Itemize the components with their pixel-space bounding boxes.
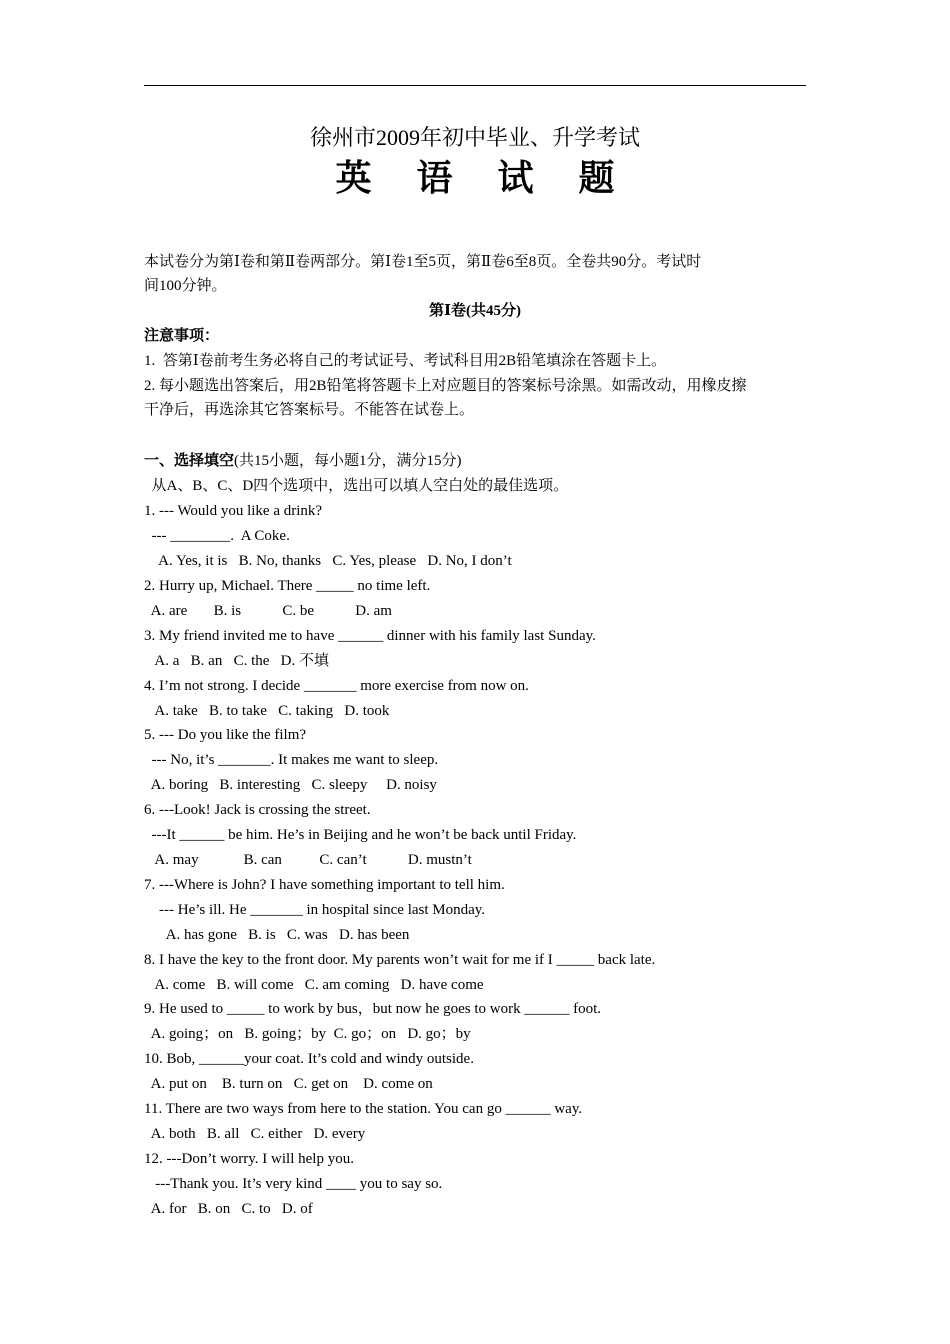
question-line: 9. He used to _____ to work by bus，but now he goes to work ______ foot. — [144, 1001, 602, 1017]
question-line: 1. --- Would you like a drink? — [144, 503, 323, 519]
section-instruction: 从A、B、C、D四个选项中，选出可以填人空白处的最佳选项。 — [144, 478, 569, 494]
question-line: 6. ---Look! Jack is crossing the street. — [144, 802, 371, 818]
question-line: 4. I’m not strong. I decide _______ more exercise from now on. — [144, 678, 529, 694]
question-line: 12. ---Don’t worry. I will help you. — [144, 1151, 354, 1167]
intro-line-2: 间100分钟。 — [144, 278, 227, 294]
question-line: --- He’s ill. He _______ in hospital since last Monday. — [144, 902, 486, 918]
question-line: A. put on B. turn on C. get on D. come on — [144, 1076, 433, 1092]
question-line: A. boring B. interesting C. sleepy D. noisy — [144, 777, 437, 793]
question-line: 3. My friend invited me to have ______ dinner with his family last Sunday. — [144, 628, 596, 644]
question-line: A. both B. all C. either D. every — [144, 1126, 366, 1142]
part-title: 第Ⅰ卷(共45分) — [428, 303, 521, 319]
notice-title: 注意事项： — [144, 328, 220, 344]
question-line: A. come B. will come C. am coming D. have come — [144, 977, 484, 993]
question-line: A. a B. an C. the D. 不填 — [144, 653, 329, 669]
question-line: --- ________. A Coke. — [144, 528, 290, 544]
exam-header: 徐州市2009年初中毕业、升学考试 — [309, 125, 640, 150]
question-line: ---It ______ be him. He’s in Beijing and he won’t be back until Friday. — [144, 827, 577, 843]
question-line: --- No, it’s _______. It makes me want to sleep. — [144, 752, 439, 768]
exam-title: 英 语 试 题 — [335, 158, 633, 198]
question-line: A. going；on B. going；by C. go；on D. go；by — [144, 1026, 471, 1042]
question-line: A. has gone B. is C. was D. has been — [144, 927, 410, 943]
question-line: 7. ---Where is John? I have something important to tell him. — [144, 877, 505, 893]
top-rule — [144, 85, 806, 86]
notice-item-1: 1. 答第Ⅰ卷前考生务必将自己的考试证号、考试科目用2B铅笔填涂在答题卡上。 — [144, 353, 667, 369]
question-line: ---Thank you. It’s very kind ____ you to say so. — [144, 1176, 443, 1192]
question-line: 5. --- Do you like the film? — [144, 727, 307, 743]
intro-line-1: 本试卷分为第Ⅰ卷和第Ⅱ卷两部分。第Ⅰ卷1至5页，第Ⅱ卷6至8页。全卷共90分。考试时 — [144, 254, 702, 270]
question-line: A. are B. is C. be D. am — [144, 603, 392, 619]
question-line: 10. Bob, ______your coat. It’s cold and windy outside. — [144, 1051, 474, 1067]
question-line: A. for B. on C. to D. of — [144, 1201, 313, 1217]
question-line: 8. I have the key to the front door. My parents won’t wait for me if I _____ back late. — [144, 952, 656, 968]
question-line: A. Yes, it is B. No, thanks C. Yes, please D. No, I don’t — [144, 553, 512, 569]
question-line: A. take B. to take C. taking D. took — [144, 703, 390, 719]
question-line: 2. Hurry up, Michael. There _____ no time left. — [144, 578, 431, 594]
question-line: 11. There are two ways from here to the station. You can go ______ way. — [144, 1101, 583, 1117]
section-title-rest: (共15小题，每小题1分，满分15分) — [234, 453, 462, 469]
section-title-bold: 一、选择填空 — [144, 453, 235, 469]
section-title — [144, 451, 462, 471]
question-line: A. may B. can C. can’t D. mustn’t — [144, 852, 472, 868]
notice-item-2b: 干净后，再选涂其它答案标号。不能答在试卷上。 — [144, 402, 475, 418]
notice-item-2a: 2. 每小题选出答案后，用2B铅笔将答题卡上对应题目的答案标号涂黑。如需改动，用橡皮擦 — [144, 378, 747, 394]
